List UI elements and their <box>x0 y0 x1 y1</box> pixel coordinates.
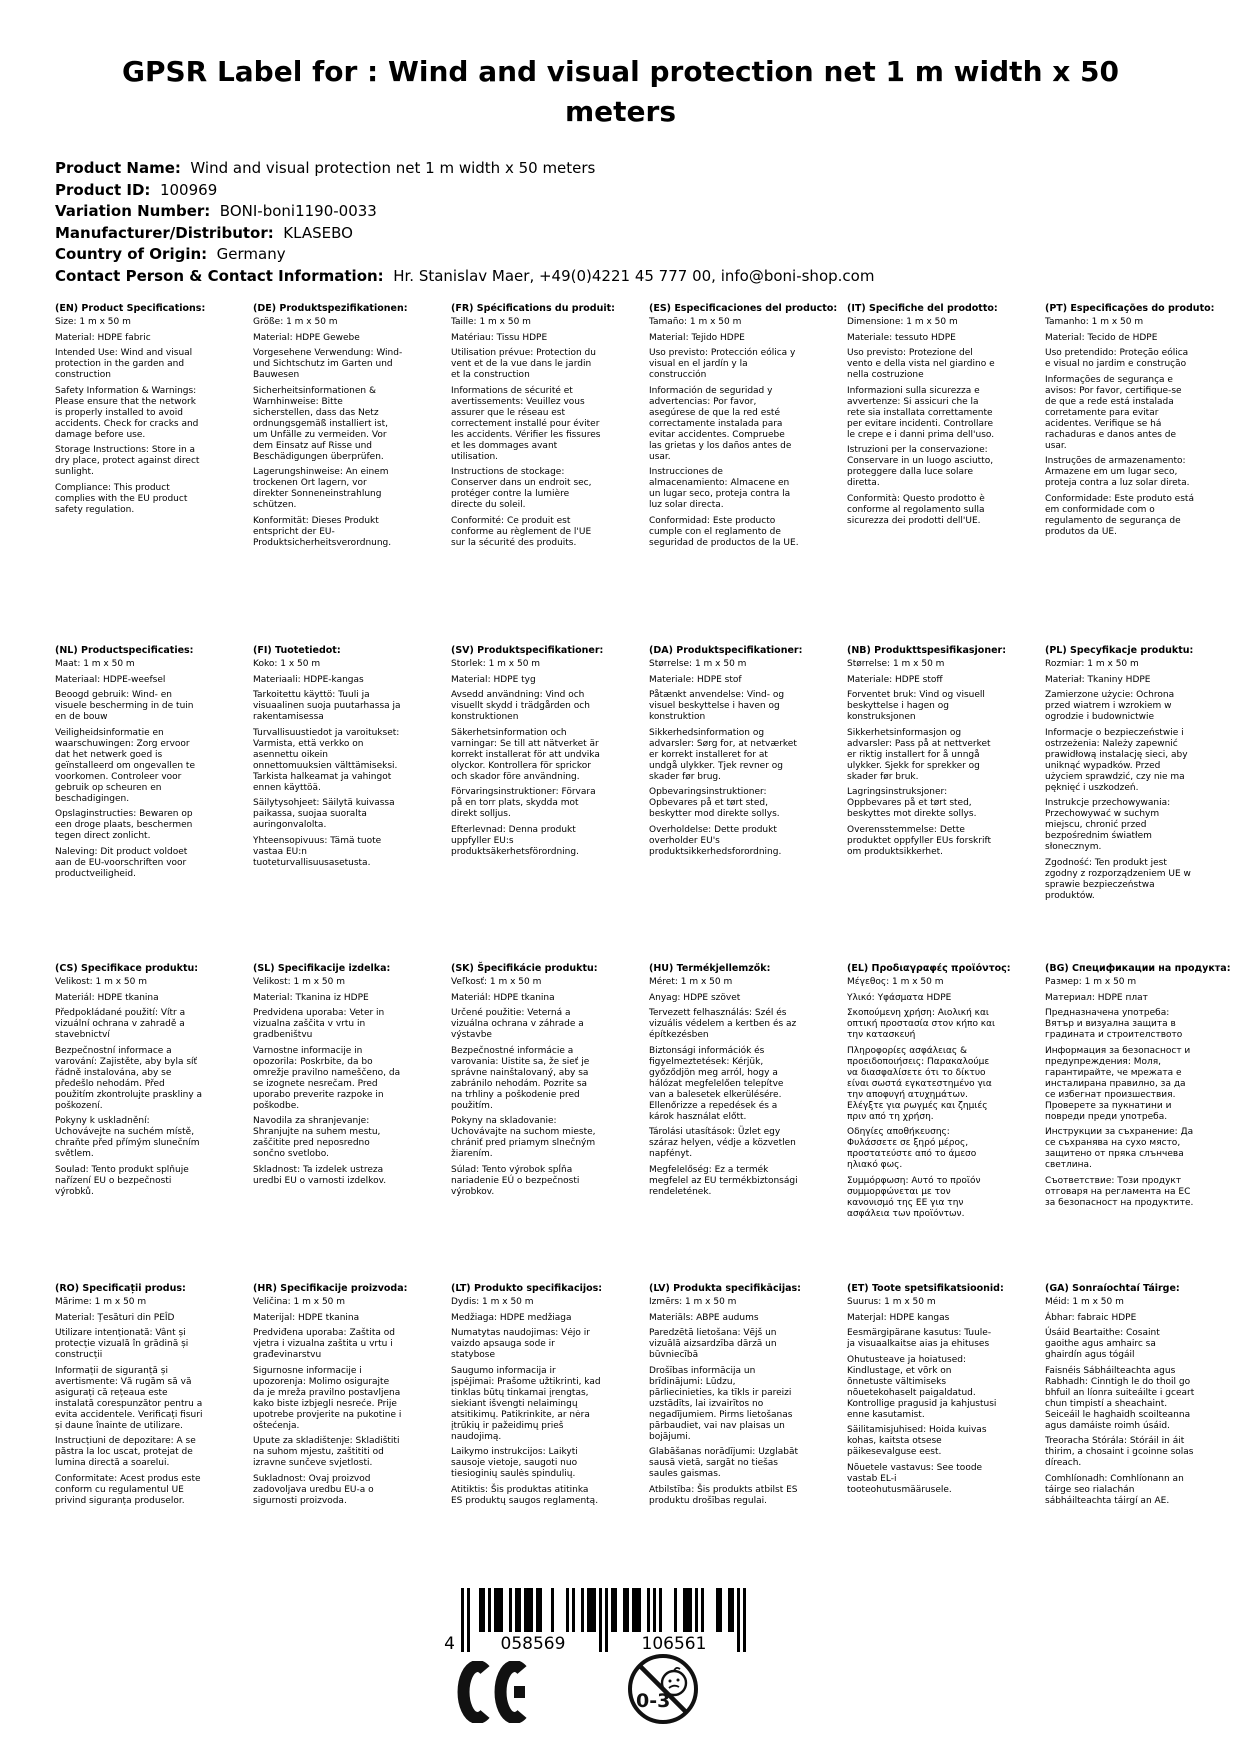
language-block-it <box>847 303 997 645</box>
spec-paragraph: Tarkoitettu käyttö: Tuuli ja visuaalinen suoja puutarhassa ja rakentamisessa <box>253 690 401 722</box>
spec-header: (SK) Špecifikácie produktu: <box>451 963 598 974</box>
field-label: Variation Number: <box>55 202 211 220</box>
field-value: Wind and visual protection net 1 m width x 50 meters <box>180 159 596 177</box>
spec-paragraph: Forventet bruk: Vind og visuell beskyttelse i hagen og konstruksjonen <box>847 690 985 722</box>
barcode-bar <box>572 1588 575 1632</box>
spec-paragraph: Varnostne informacije in opozorila: Poskrbite, da bo omrežje pravilno nameščeno, da se izognete nesrečam. Pred uporabo preverite razpoke in poškodbe. <box>253 1045 401 1111</box>
spec-body <box>649 317 799 549</box>
spec-paragraph: Atbilstība: Šis produkts atbilst ES produktu drošības regulai. <box>649 1484 798 1506</box>
spec-header: (GA) Sonraíochtaí Táirge: <box>1045 1283 1180 1294</box>
spec-paragraph: Intended Use: Wind and visual protection in the garden and construction <box>55 348 193 380</box>
spec-paragraph: Veličina: 1 m x 50 m <box>253 1297 346 1307</box>
spec-paragraph: Materiale: HDPE stoff <box>847 674 943 685</box>
language-block-el <box>847 963 1011 1283</box>
age-warning-icon <box>626 1652 700 1730</box>
spec-header: (RO) Specificații produs: <box>55 1283 186 1294</box>
spec-paragraph: Treoracha Stórála: Stóráil in áit thirim, a chosaint i gcoinne solas díreach. <box>1045 1436 1194 1468</box>
barcode-bar <box>509 1588 512 1632</box>
product-info-field <box>55 204 874 219</box>
barcode-bar <box>614 1588 617 1632</box>
barcode-bar <box>623 1588 626 1632</box>
baby-eye-right <box>677 1679 680 1682</box>
barcode-bar <box>731 1588 734 1632</box>
ce-mark-icon <box>456 1661 538 1727</box>
spec-paragraph: Numatytas naudojimas: Vėjo ir vaizdo apsauga sode ir statybose <box>451 1328 590 1360</box>
spec-paragraph: Μέγεθος: 1 m x 50 m <box>847 977 944 987</box>
barcode-bar <box>539 1588 542 1632</box>
product-info-field <box>55 161 874 176</box>
spec-paragraph: Compliance: This product complies with the EU product safety regulation. <box>55 482 188 515</box>
spec-paragraph: Storlek: 1 m x 50 m <box>451 659 541 669</box>
spec-paragraph: Drošības informācija un brīdinājumi: Lūdzu, pārliecinieties, ka tīkls ir pareizi uzstādīts, lai izvairītos no negadījumiem. Pirms lietošanas pārbaudiet, vai nav plaisas un bojājumi. <box>649 1365 793 1442</box>
language-block-da <box>649 645 803 963</box>
barcode-bar <box>674 1588 677 1632</box>
language-block-de <box>253 303 408 645</box>
spec-paragraph: Materjal: HDPE kangas <box>847 1312 950 1323</box>
spec-paragraph: Eesmärgipärane kasutus: Tuule- ja visuaalkaitse aias ja ehituses <box>847 1328 992 1349</box>
barcode-bar <box>479 1588 482 1632</box>
spec-body <box>55 659 205 880</box>
field-label: Contact Person & Contact Information: <box>55 266 384 285</box>
spec-paragraph: Glabāšanas norādījumi: Uzglabāt sausā vietā, sargāt no tiešas saules gaismas. <box>649 1447 798 1479</box>
spec-header: (HR) Specifikacije proizvoda: <box>253 1283 408 1294</box>
spec-paragraph: Comhlíonadh: Comhlíonann an táirge seo rialachán sábháilteachta táirgí an AE. <box>1045 1473 1184 1506</box>
spec-body <box>253 1297 403 1507</box>
spec-paragraph: Soulad: Tento produkt splňuje nařízení EU o bezpečnosti výrobků. <box>55 1164 189 1197</box>
spec-paragraph: Συμμόρφωση: Αυτό το προϊόν συμμορφώνεται με τον κανονισμό της ΕΕ για την ασφάλεια των προϊόντων. <box>847 1175 981 1219</box>
spec-paragraph: Matériau: Tissu HDPE <box>451 332 548 343</box>
spec-paragraph: Beoogd gebruik: Wind- en visuele bescherming in de tuin en de bouw <box>55 690 194 722</box>
barcode-svg <box>437 1588 755 1656</box>
barcode-group2: 106561 <box>641 1634 707 1654</box>
barcode-bar <box>647 1588 650 1632</box>
barcode-bar <box>605 1588 608 1652</box>
spec-paragraph: Súlad: Tento výrobok spĺňa nariadenie EÚ o bezpečnosti výrobkov. <box>451 1164 580 1197</box>
spec-body <box>649 659 799 858</box>
spec-paragraph: Materiał: Tkaniny HDPE <box>1045 674 1151 685</box>
language-block-fi <box>253 645 403 963</box>
spec-paragraph: Lagringsinstruksjoner: Oppbevares på et tørt sted, beskyttes mot direkte sollys. <box>847 787 977 819</box>
spec-paragraph: Izmērs: 1 m x 50 m <box>649 1297 737 1307</box>
spec-paragraph: Σκοπούμενη χρήση: Αιολική και οπτική προστασία στον κήπο και την κατασκευή <box>847 1008 996 1040</box>
spec-body <box>649 977 799 1198</box>
spec-paragraph: Megfelelőség: Ez a termék megfelel az EU termékbiztonsági rendeletének. <box>649 1164 798 1197</box>
spec-body <box>1045 659 1195 902</box>
spec-paragraph: Conformità: Questo prodotto è conforme al regolamento sulla sicurezza dei prodotti dell'UE. <box>847 493 985 526</box>
barcode-bar <box>497 1588 500 1632</box>
barcode-bar <box>728 1588 731 1632</box>
spec-paragraph: Dydis: 1 m x 50 m <box>451 1297 534 1307</box>
barcode-bar <box>536 1588 539 1632</box>
spec-paragraph: Инструкции за съхранение: Да се съхранява на сухо място, защитено от пряка слънчева светлина. <box>1045 1127 1194 1170</box>
spec-body <box>847 659 997 858</box>
barcode-bar <box>683 1588 686 1632</box>
language-grid <box>55 303 1231 1511</box>
spec-header: (CS) Specifikace produktu: <box>55 963 199 974</box>
language-block-lt <box>451 1283 601 1511</box>
spec-paragraph: Mărime: 1 m x 50 m <box>55 1297 147 1307</box>
language-block-nb <box>847 645 1007 963</box>
language-block-sv <box>451 645 604 963</box>
barcode-bar <box>581 1588 584 1632</box>
spec-header: (FI) Tuotetiedot: <box>253 645 341 656</box>
spec-paragraph: Instruções de armazenamento: Armazene em um lugar seco, proteja contra a luz solar direta. <box>1045 456 1190 488</box>
language-block-bg <box>1045 963 1231 1283</box>
spec-paragraph: Opslaginstructies: Bewaren op een droge plaats, beschermen tegen direct zonlicht. <box>55 809 193 841</box>
spec-paragraph: Instrukcje przechowywania: Przechowywać w suchym miejscu, chronić przed bezpośrednim światłem słonecznym. <box>1045 798 1171 852</box>
spec-paragraph: Nõuetele vastavus: See toode vastab EL-i tooteohutusmäärusele. <box>847 1462 983 1495</box>
spec-paragraph: Informations de sécurité et avertissements: Veuillez vous assurer que le réseau est correctement installé pour éviter les accidents. Vérifier les fissures et les dommages avant utilisation. <box>451 385 601 462</box>
spec-header: (DE) Produktspezifikationen: <box>253 303 408 314</box>
spec-paragraph: Υλικό: Υφάσματα HDPE <box>847 992 952 1003</box>
spec-paragraph: Naleving: Dit product voldoet aan de EU-voorschriften voor productveiligheid. <box>55 846 188 879</box>
spec-paragraph: Съответствие: Този продукт отговаря на регламента на ЕС за безопасност на продуктите. <box>1045 1175 1194 1208</box>
baby-eye-left <box>669 1680 672 1683</box>
spec-paragraph: Medžiaga: HDPE medžiaga <box>451 1312 572 1323</box>
barcode <box>437 1588 755 1660</box>
spec-paragraph: Safety Information & Warnings: Please ensure that the network is properly installed to avoid accidents. Check for cracks and damage before use. <box>55 385 199 440</box>
spec-body <box>649 1297 799 1507</box>
barcode-bar <box>695 1588 698 1632</box>
spec-paragraph: Säkerhetsinformation och varningar: Se till att nätverket är korrekt installerat för att undvika olyckor. Kontrollera för sprickor och skador före användning. <box>451 727 600 782</box>
language-block-ga <box>1045 1283 1195 1511</box>
page-title-line1: GPSR Label for : Wind and visual protection net 1 m width x 50 <box>121 55 1120 88</box>
barcode-bar <box>482 1588 485 1632</box>
spec-header: (BG) Спецификации на продукта: <box>1045 963 1231 974</box>
spec-paragraph: Materiál: HDPE tkanina <box>451 992 555 1003</box>
spec-paragraph: Размер: 1 m x 50 m <box>1045 977 1137 987</box>
spec-paragraph: Yhteensopivuus: Tämä tuote vastaa EU:n tuoteturvallisuusasetusta. <box>253 835 382 868</box>
spec-paragraph: Biztonsági információk és figyelmeztetések: Kérjük, győződjön meg arról, hogy a hálózat megfelelően telepítve van a balesetek elkerülésére. Ellenőrizze a repedések és a károk használat előtt. <box>649 1045 784 1122</box>
spec-paragraph: Lagerungshinweise: An einem trockenen Ort lagern, vor direkter Sonneneinstrahlung schützen. <box>253 467 389 510</box>
language-block-nl <box>55 645 205 963</box>
spec-header: (EL) Προδιαγραφές προϊόντος: <box>847 963 1011 974</box>
spec-body <box>847 1297 997 1496</box>
barcode-bar <box>590 1588 593 1632</box>
product-info <box>55 161 874 290</box>
language-block-hu <box>649 963 799 1283</box>
language-block-fr <box>451 303 615 645</box>
spec-paragraph: Tárolási utasítások: Üzlet egy száraz helyen, védje a közvetlen napfényt. <box>649 1127 796 1159</box>
field-value: KLASEBO <box>273 223 353 242</box>
barcode-bar <box>638 1588 641 1632</box>
spec-paragraph: Efterlevnad: Denna produkt uppfyller EU:s produktsäkerhetsförordning. <box>451 824 579 857</box>
spec-paragraph: Tervezett felhasználás: Szél és vizuális védelem a kertben és az építkezésben <box>649 1008 797 1040</box>
barcode-bar <box>701 1588 704 1632</box>
barcode-bar <box>494 1588 497 1632</box>
spec-paragraph: Instrucțiuni de depozitare: A se păstra la loc uscat, protejat de lumina directă a soarelui. <box>55 1436 196 1468</box>
language-block-pl <box>1045 645 1195 963</box>
spec-body <box>847 977 997 1220</box>
spec-body <box>451 659 601 858</box>
spec-paragraph: Overensstemmelse: Dette produktet oppfyller EUs forskrift om produktsikkerhet. <box>847 824 992 857</box>
spec-paragraph: Instrucciones de almacenamiento: Almacene en un lugar seco, proteja contra la luz solar directa. <box>649 467 791 510</box>
barcode-bar <box>743 1588 746 1652</box>
spec-header: (ET) Toote spetsifikatsioonid: <box>847 1283 1004 1294</box>
spec-paragraph: Sikkerhetsinformasjon og advarsler: Pass på at nettverket er riktig installert for å unngå ulykker. Sjekk for sprekker og skader før bruk. <box>847 727 991 782</box>
barcode-group1: 058569 <box>500 1634 566 1654</box>
spec-paragraph: Size: 1 m x 50 m <box>55 317 131 327</box>
spec-paragraph: Skladnost: Ta izdelek ustreza uredbi EU o varnosti izdelkov. <box>253 1164 387 1186</box>
spec-paragraph: Tamaño: 1 m x 50 m <box>649 317 742 327</box>
product-info-field <box>55 223 874 242</box>
spec-paragraph: Saugumo informacija ir įspėjimai: Prašome užtikrinti, kad tinklas būtų tinkamai įrengtas, siekiant išvengti nelaimingų atsitikimų. Patikrinkite, ar nėra įtrūkių ir pažeidimų prieš naudojimą. <box>451 1365 601 1442</box>
spec-paragraph: Bezpečnostné informácie a varovania: Uistite sa, že sieť je správne nainštalovaný, aby sa zabránilo nehodám. Pozrite sa na trhliny a poškodenie pred použitím. <box>451 1045 590 1111</box>
spec-header: (SV) Produktspecifikationer: <box>451 645 604 656</box>
spec-paragraph: Materiaal: HDPE-weefsel <box>55 674 166 685</box>
language-block-pt <box>1045 303 1215 645</box>
spec-paragraph: Overholdelse: Dette produkt overholder EU's produktsikkerhedsforordning. <box>649 824 782 857</box>
spec-paragraph: Sicherheitsinformationen & Warnhinweise: Bitte sicherstellen, dass das Netz ordnungsgemäß installiert ist, um Unfälle zu vermeiden. Vor dem Einsatz auf Risse und Beschädigungen überprüfen. <box>253 385 388 462</box>
spec-paragraph: Utilizare intenționată: Vânt și protecție vizuală în grădină și construcții <box>55 1328 189 1360</box>
language-block-en <box>55 303 205 645</box>
field-value: Hr. Stanislav Maer, +49(0)4221 45 777 00, info@boni-shop.com <box>383 266 875 285</box>
spec-body <box>253 977 403 1187</box>
spec-paragraph: Úsáid Beartaithe: Cosaint gaoithe agus amhairc sa ghairdín agus tógáil <box>1045 1328 1160 1360</box>
spec-paragraph: Storage Instructions: Store in a dry place, protect against direct sunlight. <box>55 445 200 477</box>
spec-header: (EN) Product Specifications: <box>55 303 206 314</box>
product-info-field <box>55 180 874 199</box>
spec-paragraph: Veľkosť: 1 m x 50 m <box>451 977 542 987</box>
spec-paragraph: Zgodność: Ten produkt jest zgodny z rozporządzeniem UE w sprawie bezpieczeństwa produktów. <box>1045 857 1191 901</box>
spec-paragraph: Materiale: HDPE stof <box>649 674 742 685</box>
spec-paragraph: Conformité: Ce produit est conforme au règlement de l'UE sur la sécurité des produits. <box>451 515 592 548</box>
barcode-bar <box>524 1588 527 1632</box>
spec-paragraph: Material: Țesături din PEÎD <box>55 1312 175 1323</box>
spec-paragraph: Pokyny na skladovanie: Uchovávajte na suchom mieste, chrániť pred priamym slnečným žiarením. <box>451 1116 596 1159</box>
spec-header: (ES) Especificaciones del producto: <box>649 303 838 314</box>
spec-header: (SL) Specifikacije izdelka: <box>253 963 391 974</box>
spec-paragraph: Предназначена употреба: Вятър и визуална защита в градината и строителството <box>1045 1008 1183 1040</box>
spec-paragraph: Informazioni sulla sicurezza e avvertenze: Si assicuri che la rete sia installata correttamente per evitare incidenti. Controllare le crepe e i danni prima dell'uso. <box>847 385 995 440</box>
spec-paragraph: Størrelse: 1 m x 50 m <box>847 659 945 669</box>
spec-paragraph: Suurus: 1 m x 50 m <box>847 1297 936 1307</box>
barcode-bar <box>611 1588 614 1632</box>
spec-header: (FR) Spécifications du produit: <box>451 303 615 314</box>
field-label: Product ID: <box>55 180 151 199</box>
spec-paragraph: Material: Tkanina iz HDPE <box>253 992 369 1003</box>
spec-body <box>55 317 205 516</box>
barcode-bar <box>599 1588 602 1652</box>
field-value: BONI-boni1190-0033 <box>210 202 377 220</box>
spec-header: (LT) Produkto specifikacijos: <box>451 1283 603 1294</box>
spec-header: (NB) Produkttspesifikasjoner: <box>847 645 1007 656</box>
spec-body <box>451 1297 601 1507</box>
spec-paragraph: Conformitate: Acest produs este conform cu regulamentul UE privind siguranța produselor. <box>55 1473 201 1506</box>
spec-paragraph: Avsedd användning: Vind och visuellt skydd i trädgården och konstruktionen <box>451 690 590 722</box>
spec-paragraph: Informații de siguranță și avertismente: Vă rugăm să vă asigurați că rețeaua este instalată corespunzător pentru a evita accidentele. Verificați fisuri și daune înainte de utilizare. <box>55 1365 203 1431</box>
spec-paragraph: Predviđena uporaba: Zaštita od vjetra i vizualna zaštita u vrtu i građevinarstvu <box>253 1328 395 1360</box>
spec-paragraph: Rozmiar: 1 m x 50 m <box>1045 659 1139 669</box>
spec-paragraph: Navodila za shranjevanje: Shranjujte na suhem mestu, zaščitite pred neposredno sončno svetlobo. <box>253 1116 381 1159</box>
ce-letter-c <box>464 1666 485 1718</box>
field-label: Manufacturer/Distributor: <box>55 223 274 242</box>
spec-body <box>253 659 403 869</box>
spec-paragraph: Información de seguridad y advertencias: Por favor, asegúrese de que la red esté correctamente instalada para evitar accidentes. Compruebe las grietas y los daños antes de usar. <box>649 385 792 462</box>
spec-paragraph: Koko: 1 x 50 m <box>253 659 321 669</box>
spec-paragraph: Uso previsto: Protezione del vento e della vista nel giardino e nella costruzione <box>847 348 995 380</box>
language-block-cs <box>55 963 205 1283</box>
spec-paragraph: Sukladnost: Ovaj proizvod zadovoljava uredbu EU-a o sigurnosti proizvoda. <box>253 1473 374 1506</box>
spec-body <box>1045 1297 1195 1507</box>
spec-paragraph: Dimensione: 1 m x 50 m <box>847 317 958 327</box>
spec-paragraph: Materijal: HDPE tkanina <box>253 1312 360 1323</box>
spec-body <box>253 317 403 549</box>
spec-paragraph: Předpokládané použití: Vítr a vizuální ochrana v zahradě a stavebnictví <box>55 1008 186 1040</box>
barcode-bar <box>518 1588 521 1632</box>
language-block-es <box>649 303 838 645</box>
spec-body <box>1045 977 1195 1209</box>
barcode-bar <box>689 1588 692 1632</box>
spec-paragraph: Méid: 1 m x 50 m <box>1045 1297 1124 1307</box>
product-info-field <box>55 266 875 285</box>
spec-paragraph: Veiligheidsinformatie en waarschuwingen: Zorg ervoor dat het netwerk goed is geïnstalleerd om ongevallen te voorkomen. Controleer voor gebruik op scheuren en beschadigingen. <box>55 727 195 804</box>
spec-paragraph: Οδηγίες αποθήκευσης: Φυλάσσετε σε ξηρό μέρος, προστατεύστε από το άμεσο ηλιακό φως. <box>847 1127 977 1170</box>
spec-paragraph: Informações de segurança e avisos: Por favor, certifique-se de que a rede está instalada corretamente para evitar acidentes. Verifique se há rachaduras e danos antes de usar. <box>1045 374 1182 451</box>
barcode-bar <box>635 1588 638 1632</box>
barcode-bar <box>659 1588 662 1632</box>
spec-paragraph: Materiāls: ABPE audums <box>649 1312 759 1323</box>
barcode-bar <box>527 1588 530 1632</box>
spec-paragraph: Paredzētā lietošana: Vējš un vizuālā aizsardzība dārzā un būvniecībā <box>649 1328 777 1360</box>
spec-paragraph: Conformidad: Este producto cumple con el reglamento de seguridad de productos de la UE. <box>649 515 799 548</box>
spec-paragraph: Ábhar: fabraic HDPE <box>1045 1312 1137 1323</box>
spec-paragraph: Materiaali: HDPE-kangas <box>253 674 364 685</box>
barcode-bar <box>530 1588 533 1632</box>
spec-paragraph: Istruzioni per la conservazione: Conservare in un luogo asciutto, proteggere dalla luce solare diretta. <box>847 445 994 488</box>
spec-header: (DA) Produktspecifikationer: <box>649 645 803 656</box>
spec-paragraph: Materiál: HDPE tkanina <box>55 992 159 1003</box>
spec-body <box>847 317 997 527</box>
spec-body <box>451 977 601 1198</box>
spec-body <box>1045 317 1195 538</box>
barcode-bar <box>716 1588 719 1632</box>
barcode-bar <box>488 1588 491 1632</box>
language-block-sk <box>451 963 601 1283</box>
spec-paragraph: Påtænkt anvendelse: Vind- og visuel beskyttelse i haven og konstruktion <box>649 690 785 722</box>
barcode-bar <box>566 1588 569 1632</box>
age-range-text: 0-3 <box>636 1690 671 1712</box>
language-block-sl <box>253 963 403 1283</box>
barcode-bar <box>653 1588 656 1632</box>
barcode-bar <box>719 1588 722 1632</box>
spec-paragraph: Material: Tecido de HDPE <box>1045 332 1158 343</box>
spec-paragraph: Πληροφορίες ασφάλειας & προειδοποιήσεις: Παρακαλούμε να διασφαλίσετε ότι το δίκτυο είναι σωστά εγκατεστημένο για την αποφυγή ατυχημάτων. Ελέγξτε για ρωγμές και ζημιές πριν από τη χρήση. <box>847 1045 992 1122</box>
spec-paragraph: Uso previsto: Protección eólica y visual en el jardín y la construcción <box>649 348 796 380</box>
barcode-bar <box>593 1588 596 1632</box>
barcode-first-digit: 4 <box>444 1634 455 1654</box>
spec-header: (HU) Termékjellemzők: <box>649 963 771 974</box>
spec-paragraph: Opbevaringsinstruktioner: Opbevares på et tørt sted, beskytter mod direkte sollys. <box>649 787 780 819</box>
spec-paragraph: Velikost: 1 m x 50 m <box>55 977 147 987</box>
spec-paragraph: Uso pretendido: Proteção eólica e visual no jardim e construção <box>1045 348 1189 369</box>
barcode-bar <box>632 1588 635 1632</box>
spec-body <box>55 1297 205 1507</box>
spec-paragraph: Material: Tejido HDPE <box>649 332 745 343</box>
spec-paragraph: Ohutusteave ja hoiatused: Kindlustage, et võrk on õnnetuste vältimiseks nõuetekohaselt paigaldatud. Kontrollige pragusid ja kahjustusi enne kasutamist. <box>847 1354 997 1420</box>
spec-paragraph: Utilisation prévue: Protection du vent et de la vue dans le jardin et la construction <box>451 348 596 380</box>
spec-paragraph: Atitiktis: Šis produktas atitinka ES produktų saugos reglamentą. <box>451 1484 599 1506</box>
spec-paragraph: Bezpečnostní informace a varování: Zajistěte, aby byla síť řádně instalována, aby se předešlo nehodám. Před použitím zkontrolujte praskliny a poškození. <box>55 1045 203 1111</box>
page-title <box>0 52 1241 132</box>
spec-paragraph: Tamanho: 1 m x 50 m <box>1045 317 1144 327</box>
barcode-bar <box>686 1588 689 1632</box>
barcode-bar <box>587 1588 590 1632</box>
field-value: Germany <box>207 245 286 263</box>
spec-paragraph: Faisnéis Sábháilteachta agus Rabhadh: Cinntigh le do thoil go bhfuil an líonra suiteáilte i gceart chun timpistí a sheachaint. Seiceáil le haghaidh scoilteanna agus damáiste roimh úsáid. <box>1045 1365 1195 1431</box>
spec-paragraph: Taille: 1 m x 50 m <box>451 317 531 327</box>
product-info-field <box>55 247 874 262</box>
spec-paragraph: Anyag: HDPE szövet <box>649 992 741 1003</box>
spec-paragraph: Sikkerhedsinformation og advarsler: Sørg for, at netværket er korrekt installeret for at undgå ulykker. Tjek revner og skader før brug. <box>649 727 797 782</box>
field-label: Product Name: <box>55 159 181 177</box>
barcode-bar <box>461 1588 464 1652</box>
spec-paragraph: Информация за безопасност и предупреждения: Моля, гарантирайте, че мрежата е инсталирана правилно, за да се избегнат произшествия. Проверете за пукнатини и повреди преди употреба. <box>1045 1045 1191 1122</box>
spec-header: (LV) Produkta specifikācijas: <box>649 1283 801 1294</box>
spec-paragraph: Größe: 1 m x 50 m <box>253 317 338 327</box>
language-block-et <box>847 1283 1004 1511</box>
field-value: 100969 <box>150 180 218 199</box>
spec-paragraph: Material: HDPE Gewebe <box>253 332 360 343</box>
spec-paragraph: Instructions de stockage: Conserver dans un endroit sec, protéger contre la lumière directe du soleil. <box>451 467 592 510</box>
barcode-bar <box>467 1588 470 1652</box>
barcode-bar <box>551 1588 554 1632</box>
spec-paragraph: Материал: HDPE плат <box>1045 992 1148 1003</box>
spec-body <box>55 977 205 1198</box>
spec-paragraph: Conformidade: Este produto está em conformidade com o regulamento de segurança de produtos da UE. <box>1045 493 1194 537</box>
spec-paragraph: Sigurnosne informacije i upozorenja: Molimo osigurajte da je mreža pravilno postavljena kako biste izbjegli nesreće. Prije upotrebe provjerite na pukotine i oštećenja. <box>253 1365 402 1431</box>
spec-paragraph: Pokyny k uskladnění: Uchovávejte na suchém místě, chraňte před přímým slunečním světlem. <box>55 1116 200 1159</box>
spec-paragraph: Upute za skladištenje: Skladištiti na suhom mjestu, zaštititi od izravne sunčeve svjetlosti. <box>253 1436 400 1468</box>
spec-paragraph: Säilytysohjeet: Säilytä kuivassa paikassa, suojaa suoralta auringonvalolta. <box>253 798 395 830</box>
spec-header: (IT) Specifiche del prodotto: <box>847 303 998 314</box>
page-title-line2: meters <box>564 95 676 128</box>
spec-paragraph: Vorgesehene Verwendung: Wind- und Sichtschutz im Garten und Bauwesen <box>253 348 403 380</box>
field-label: Country of Origin: <box>55 245 208 263</box>
language-block-ro <box>55 1283 205 1511</box>
language-block-lv <box>649 1283 799 1511</box>
spec-paragraph: Säilitamisjuhised: Hoida kuivas kohas, kaitsta otsese päikesevalguse eest. <box>847 1425 987 1457</box>
spec-paragraph: Určené použitie: Veterná a vizuálna ochrana v záhrade a výstavbe <box>451 1008 584 1040</box>
spec-paragraph: Material: HDPE fabric <box>55 332 151 343</box>
baby-frown <box>669 1686 679 1688</box>
barcode-bar <box>500 1588 503 1632</box>
language-block-hr <box>253 1283 408 1511</box>
spec-paragraph: Materiale: tessuto HDPE <box>847 332 956 343</box>
spec-body <box>451 317 601 549</box>
barcode-bar <box>515 1588 518 1632</box>
spec-paragraph: Förvaringsinstruktioner: Förvara på en torr plats, skydda mot direkt solljus. <box>451 787 596 819</box>
spec-paragraph: Material: HDPE tyg <box>451 674 536 685</box>
spec-paragraph: Velikost: 1 m x 50 m <box>253 977 345 987</box>
spec-paragraph: Maat: 1 m x 50 m <box>55 659 135 669</box>
spec-paragraph: Zamierzone użycie: Ochrona przed wiatrem i wzrokiem w ogrodzie i budownictwie <box>1045 690 1175 722</box>
barcode-bar <box>737 1588 740 1652</box>
spec-paragraph: Størrelse: 1 m x 50 m <box>649 659 747 669</box>
spec-header: (PL) Specyfikacje produktu: <box>1045 645 1194 656</box>
spec-paragraph: Predvidena uporaba: Veter in vizualna zaščita v vrtu in gradbeništvu <box>253 1008 385 1040</box>
spec-header: (PT) Especificações do produto: <box>1045 303 1215 314</box>
spec-paragraph: Laikymo instrukcijos: Laikyti sausoje vietoje, saugoti nuo tiesioginių saulės spindulių. <box>451 1447 578 1479</box>
spec-paragraph: Informacje o bezpieczeństwie i ostrzeżenia: Należy zapewnić prawidłową instalację sieci, aby uniknąć wypadków. Przed użyciem sprawdzić, czy nie ma pęknięć i uszkodzeń. <box>1045 727 1188 793</box>
spec-paragraph: Konformität: Dieses Produkt entspricht der EU-Produktsicherheitsverordnung. <box>253 515 392 548</box>
spec-paragraph: Méret: 1 m x 50 m <box>649 977 733 987</box>
spec-paragraph: Turvallisuustiedot ja varoitukset: Varmista, että verkko on asennettu oikein onnettomuuksien välttämiseksi. Tarkista halkeamat ja vahingot ennen käyttöä. <box>253 727 400 793</box>
barcode-bar <box>626 1588 629 1632</box>
spec-header: (NL) Productspecificaties: <box>55 645 194 656</box>
